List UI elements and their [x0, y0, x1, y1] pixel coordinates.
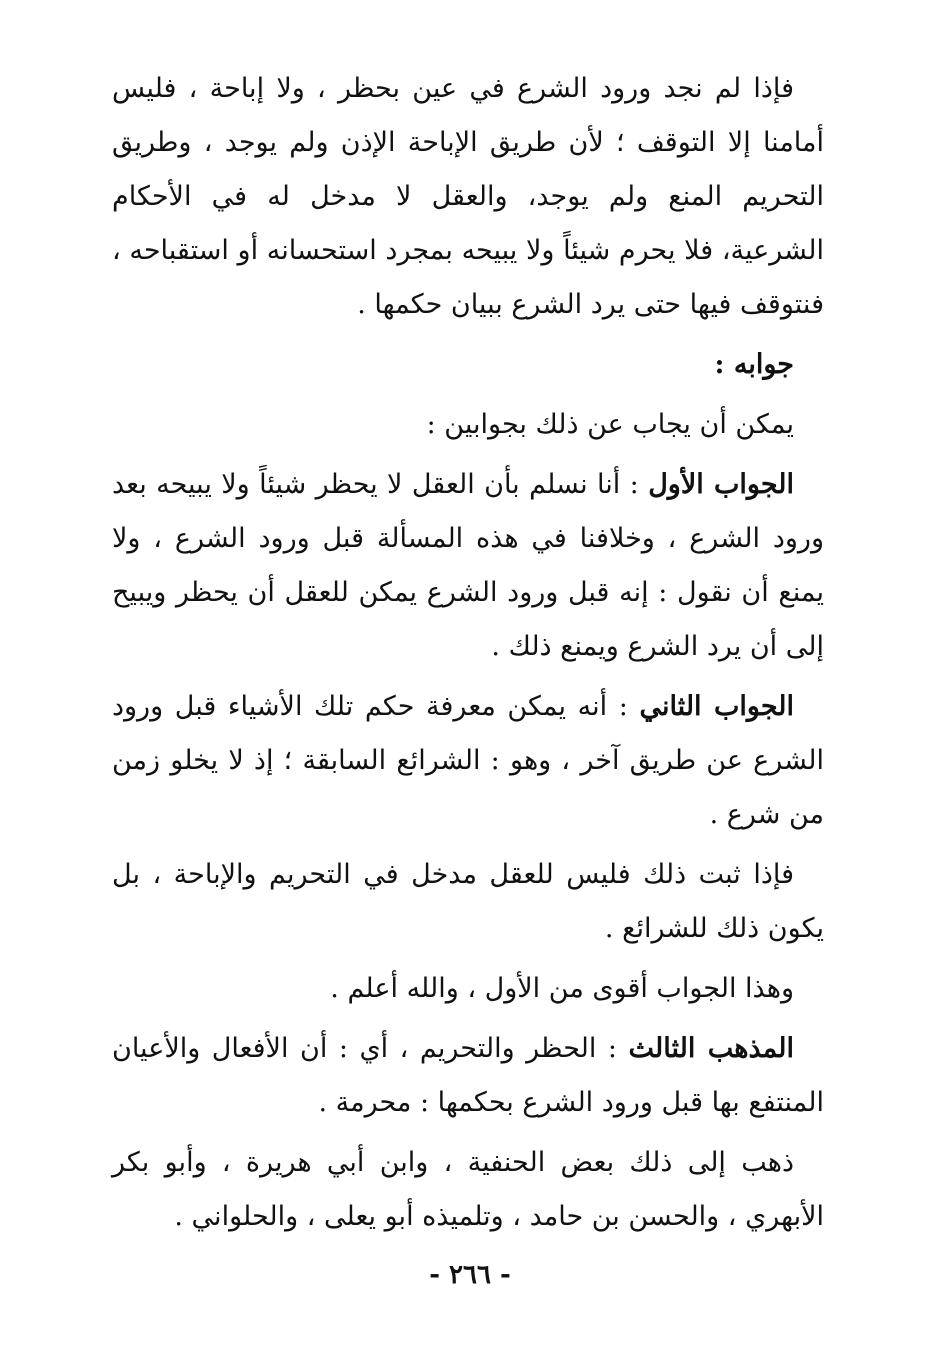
paragraph-third-school — [112, 1022, 824, 1130]
paragraph-second-answer — [112, 680, 824, 842]
page-number: - ٢٦٦ - — [429, 1260, 511, 1290]
third-school-text: : الحظر والتحريم ، أي : أن الأفعال والأعيان المنتفع بها قبل ورود الشرع بحكمها : محرمة . — [112, 1033, 824, 1118]
paragraph-1: فإذا لم نجد ورود الشرع في عين بحظر ، ولا إباحة ، فليس أمامنا إلا التوقف ؛ لأن طريق الإباحة الإذن ولم يوجد ، وطريق التحريم المنع ولم يوجد، والعقل لا مدخل له في الأحكام الشرعية، فلا يحرم شيئاً ولا يبيحه بمجرد استحسانه أو استقباحه ، فنتوقف فيها حتى يرد الشرع ببيان حكمها . — [112, 73, 824, 320]
paragraph-2: يمكن أن يجاب عن ذلك بجوابين : — [426, 409, 794, 440]
third-school-heading: المذهب الثالث — [628, 1033, 794, 1064]
paragraph-preference: وهذا الجواب أقوى من الأول ، والله أعلم . — [330, 973, 794, 1004]
second-answer-heading: الجواب الثاني — [639, 691, 795, 722]
first-answer-heading: الجواب الأول — [648, 469, 794, 500]
first-answer-text: : أنا نسلم بأن العقل لا يحظر شيئاً ولا يبيحه بعد ورود الشرع ، وخلافنا في هذه المسألة قبل ورود الشرع ، ولا يمنع أن نقول : إنه قبل ورود الشرع يمكن للعقل أن يحظر ويبيح إلى أن يرد الشرع ويمنع ذلك . — [112, 469, 824, 662]
paragraph-proponents: ذهب إلى ذلك بعض الحنفية ، وابن أبي هريرة ، وأبو بكر الأبهري ، والحسن بن حامد ، وتلميذه أبو يعلى ، والحلواني . — [112, 1147, 824, 1232]
page-body — [112, 62, 824, 1250]
paragraph-first-answer — [112, 458, 824, 674]
paragraph-conclusion: فإذا ثبت ذلك فليس للعقل مدخل في التحريم والإباحة ، بل يكون ذلك للشرائع . — [112, 859, 824, 944]
heading-answer: جوابه : — [714, 349, 794, 380]
second-answer-text: : أنه يمكن معرفة حكم تلك الأشياء قبل ورود الشرع عن طريق آخر ، وهو : الشرائع السابقة ؛ إذ لا يخلو زمن من شرع . — [112, 691, 824, 830]
